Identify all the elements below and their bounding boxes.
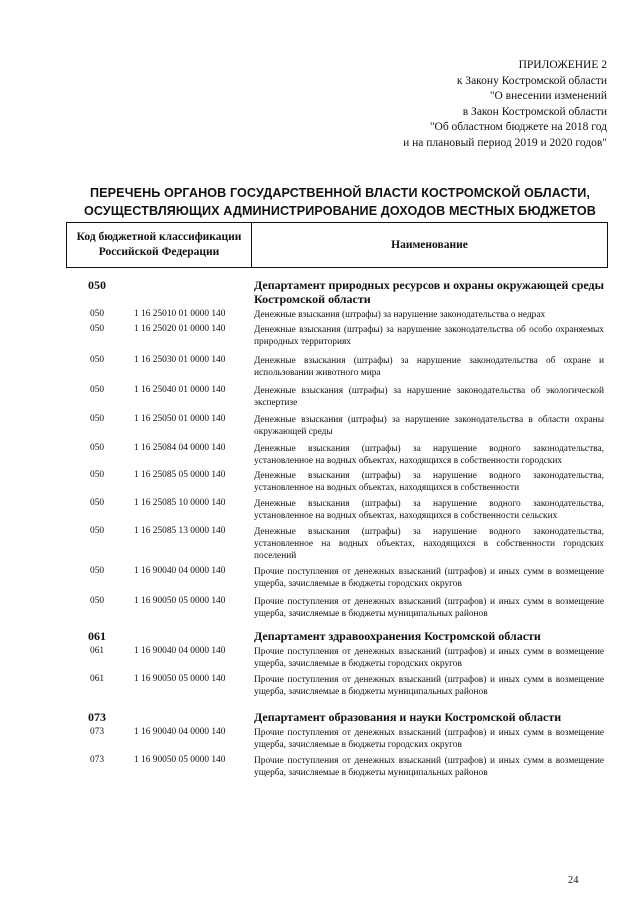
- revenue-description: Прочие поступления от денежных взысканий (штрафов) и иных сумм в возмещение ущерба, зачисляемые в бюджеты муниципальных районов: [254, 675, 604, 698]
- appendix-line: в Закон Костромской области: [462, 105, 607, 118]
- revenue-description: Денежные взыскания (штрафы) за нарушение законодательства об особо охраняемых природных территориях: [254, 325, 604, 348]
- header-code-column: Код бюджетной классификации Российской Федерации: [67, 223, 252, 267]
- appendix-line: ПРИЛОЖЕНИЕ 2: [518, 59, 607, 71]
- admin-code: 073: [90, 727, 105, 737]
- document-title: [60, 184, 620, 220]
- revenue-description: Прочие поступления от денежных взысканий (штрафов) и иных сумм в возмещение ущерба, зачисляемые в бюджеты городских округов: [254, 567, 604, 590]
- budget-classification-code: 1 16 90050 05 0000 140: [134, 596, 226, 606]
- header-name-column: Наименование: [391, 239, 468, 251]
- budget-classification-code: 1 16 90040 04 0000 140: [134, 566, 226, 576]
- admin-code: 073: [90, 755, 105, 765]
- table-header: [66, 222, 608, 268]
- admin-code: 050: [90, 498, 105, 508]
- department-name: Департамент образования и науки Костромской области: [254, 710, 562, 724]
- revenue-description: Денежные взыскания (штрафы) за нарушение водного законодательства, установленное на водных объектах, находящихся в собственности городских: [254, 444, 604, 467]
- admin-code: 050: [90, 324, 105, 334]
- budget-classification-code: 1 16 90050 05 0000 140: [134, 755, 226, 765]
- admin-code: 050: [90, 470, 105, 480]
- budget-classification-code: 1 16 25030 01 0000 140: [134, 355, 226, 365]
- appendix-line: к Закону Костромской области: [456, 74, 607, 87]
- department-code: 073: [88, 710, 106, 724]
- revenue-description: Денежные взыскания (штрафы) за нарушение законодательства об охране и использовании животного мира: [254, 356, 604, 379]
- admin-code: 050: [90, 309, 105, 319]
- revenue-description: Денежные взыскания (штрафы) за нарушение водного законодательства, установленное на водных объектах, находящихся в собственности сельских: [254, 499, 604, 522]
- revenue-description: Денежные взыскания (штрафы) за нарушение законодательства о недрах: [254, 310, 546, 320]
- admin-code: 050: [90, 443, 105, 453]
- budget-classification-code: 1 16 90040 04 0000 140: [134, 727, 226, 737]
- admin-code: 050: [90, 596, 105, 606]
- department-name: Департамент природных ресурсов и охраны окружающей среды Костромской области: [254, 278, 604, 306]
- department-code: 050: [88, 278, 106, 292]
- department-name: Департамент здравоохранения Костромской области: [254, 629, 541, 643]
- budget-classification-code: 1 16 90050 05 0000 140: [134, 674, 226, 684]
- page-number: 24: [568, 875, 579, 886]
- revenue-description: Прочие поступления от денежных взысканий (штрафов) и иных сумм в возмещение ущерба, зачисляемые в бюджеты муниципальных районов: [254, 756, 604, 779]
- revenue-description: Прочие поступления от денежных взысканий (штрафов) и иных сумм в возмещение ущерба, зачисляемые в бюджеты городских округов: [254, 647, 604, 670]
- admin-code: 050: [90, 566, 105, 576]
- title-line: ПЕРЕЧЕНЬ ОРГАНОВ ГОСУДАРСТВЕННОЙ ВЛАСТИ КОСТРОМСКОЙ ОБЛАСТИ,: [89, 186, 591, 200]
- appendix-line: "Об областном бюджете на 2018 год: [429, 121, 607, 133]
- budget-classification-code: 1 16 25010 01 0000 140: [134, 309, 226, 319]
- department-code: 061: [88, 629, 106, 643]
- admin-code: 050: [90, 355, 105, 365]
- revenue-description: Прочие поступления от денежных взысканий (штрафов) и иных сумм в возмещение ущерба, зачисляемые в бюджеты городских округов: [254, 728, 604, 751]
- appendix-line: "О внесении изменений: [489, 90, 607, 102]
- budget-classification-code: 1 16 25040 01 0000 140: [134, 385, 226, 395]
- revenue-description: Денежные взыскания (штрафы) за нарушение водного законодательства, установленное на водных объектах, находящихся в собственности городских поселений: [254, 527, 604, 562]
- revenue-description: Денежные взыскания (штрафы) за нарушение законодательства об экологической экспертизе: [254, 386, 604, 409]
- admin-code: 061: [90, 674, 105, 684]
- budget-classification-code: 1 16 90040 04 0000 140: [134, 646, 226, 656]
- appendix-header: [403, 58, 607, 151]
- budget-classification-code: 1 16 25085 05 0000 140: [134, 470, 226, 480]
- appendix-line: и на плановый период 2019 и 2020 годов": [403, 136, 607, 149]
- revenue-description: Прочие поступления от денежных взысканий (штрафов) и иных сумм в возмещение ущерба, зачисляемые в бюджеты муниципальных районов: [254, 597, 604, 620]
- admin-code: 050: [90, 526, 105, 536]
- revenue-description: Денежные взыскания (штрафы) за нарушение законодательства в области охраны окружающей среды: [254, 415, 604, 438]
- budget-classification-code: 1 16 25084 04 0000 140: [134, 443, 226, 453]
- admin-code: 061: [90, 646, 105, 656]
- budget-classification-code: 1 16 25020 01 0000 140: [134, 324, 226, 334]
- budget-classification-code: 1 16 25085 13 0000 140: [134, 526, 226, 536]
- revenue-description: Денежные взыскания (штрафы) за нарушение водного законодательства, установленное на водных объектах, находящихся в собственности: [254, 471, 604, 494]
- title-line: ОСУЩЕСТВЛЯЮЩИХ АДМИНИСТРИРОВАНИЕ ДОХОДОВ МЕСТНЫХ БЮДЖЕТОВ: [84, 204, 596, 218]
- budget-classification-code: 1 16 25050 01 0000 140: [134, 414, 226, 424]
- admin-code: 050: [90, 385, 105, 395]
- admin-code: 050: [90, 414, 105, 424]
- budget-classification-code: 1 16 25085 10 0000 140: [134, 498, 226, 508]
